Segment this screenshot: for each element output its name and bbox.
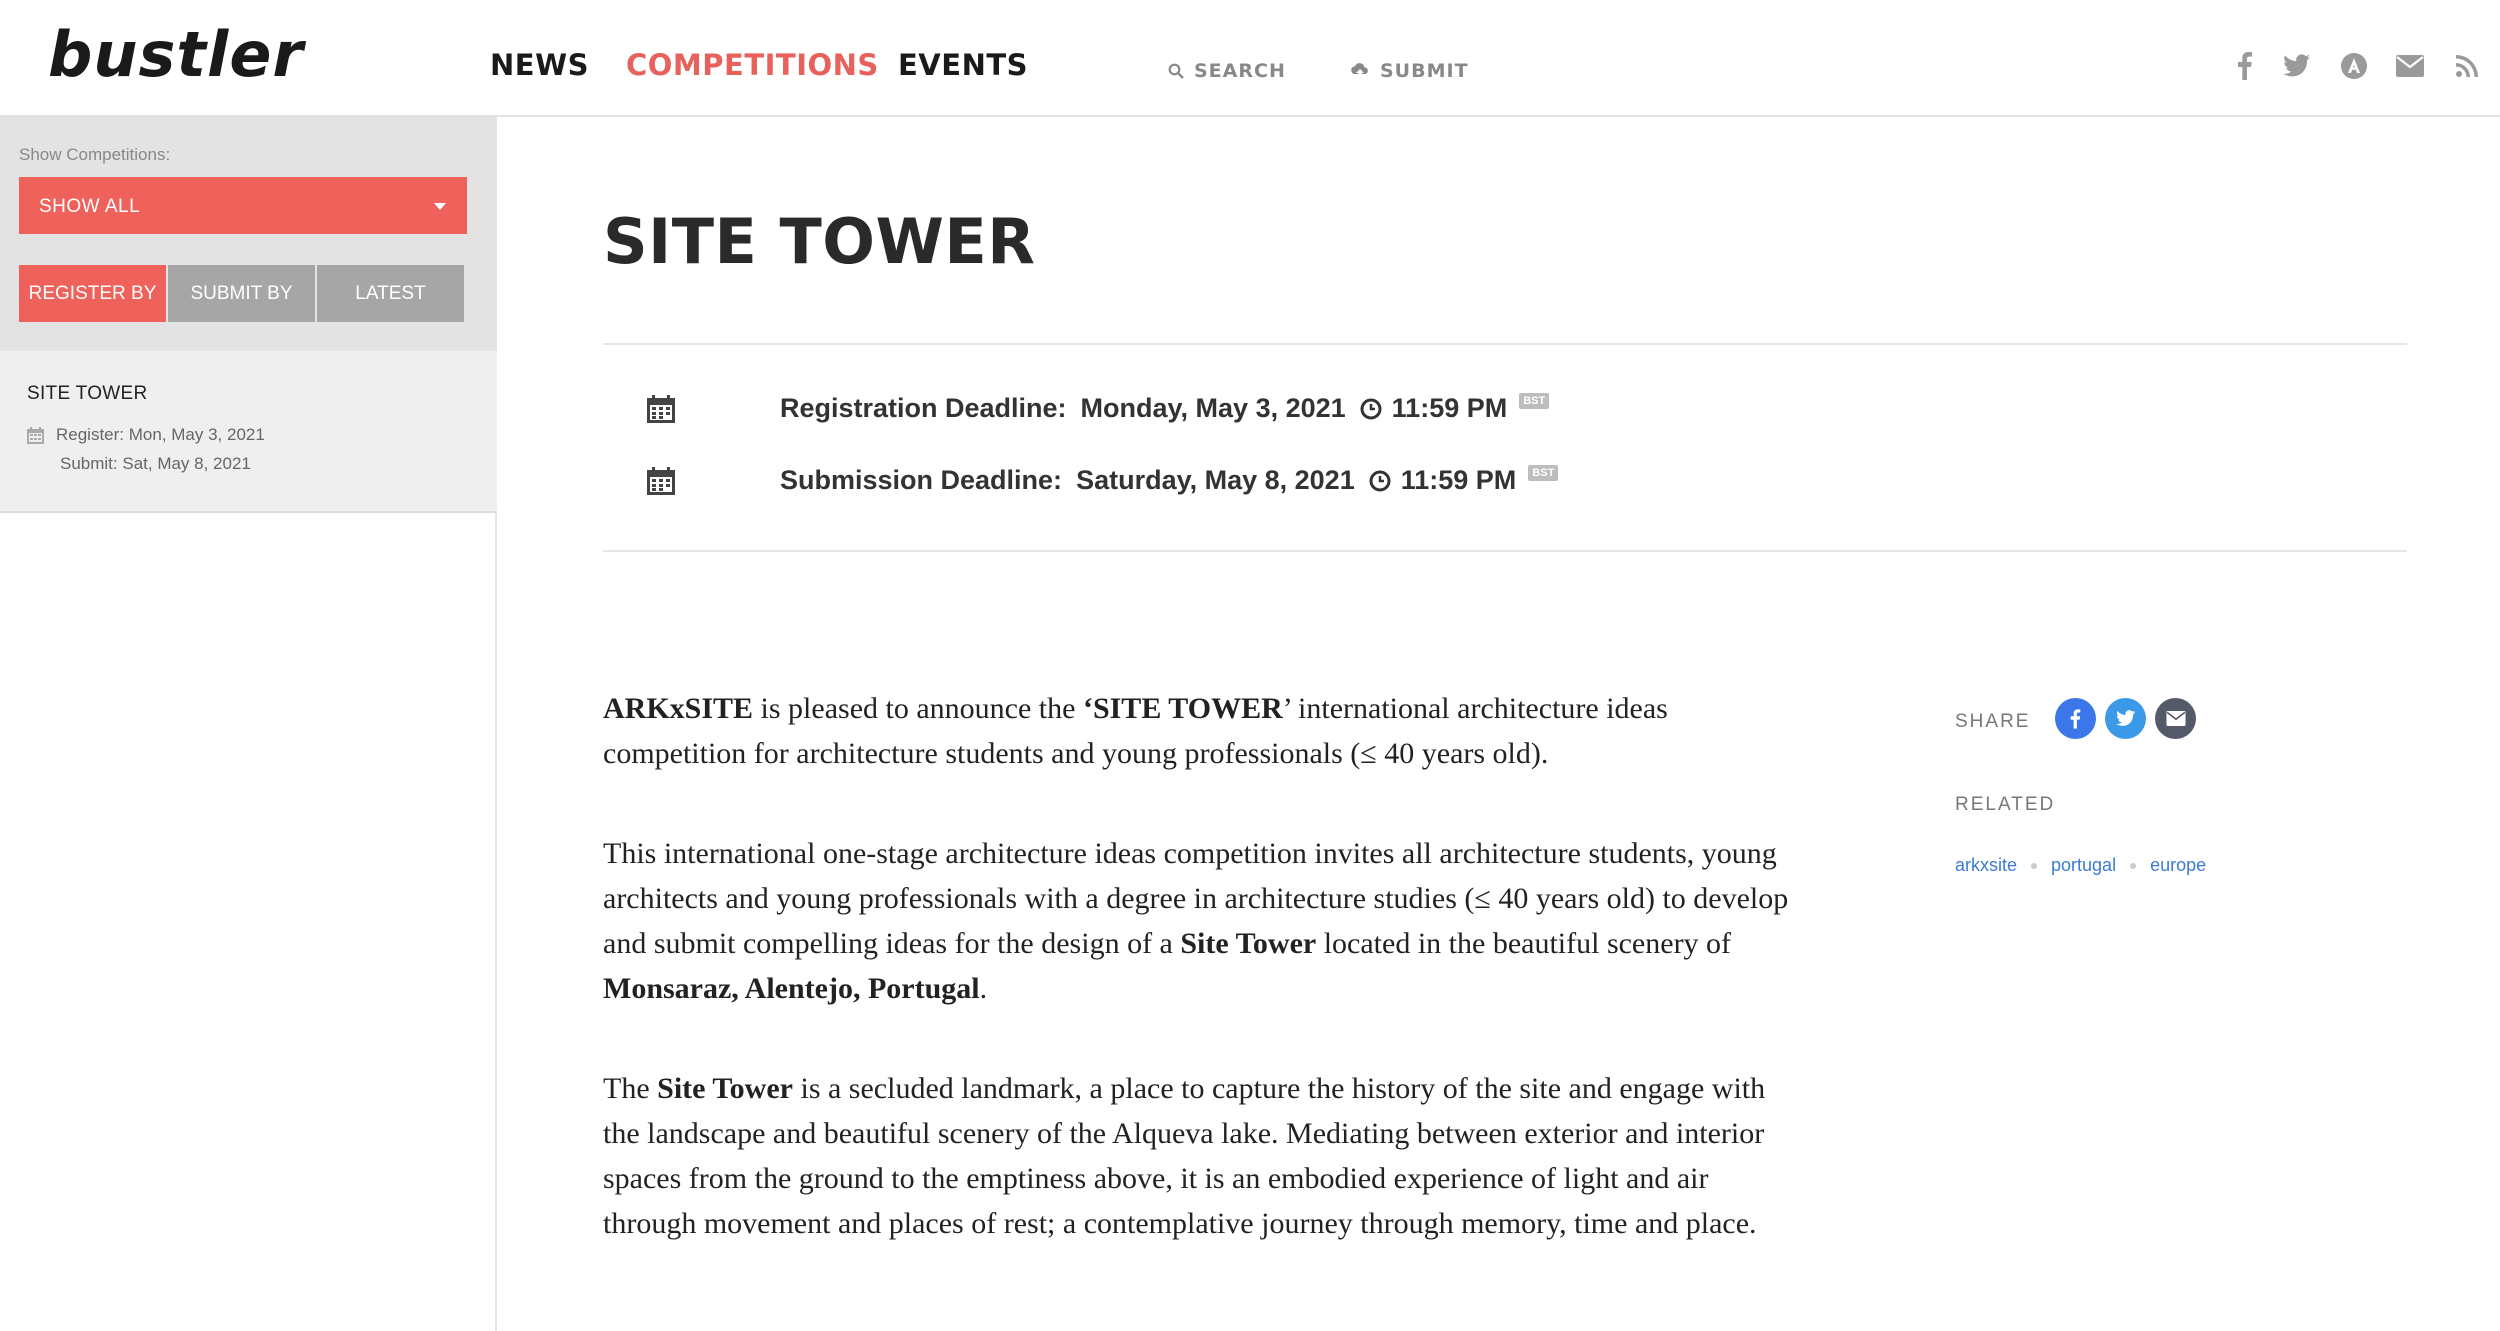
deadline-date: Saturday, May 8, 2021 xyxy=(1076,465,1355,495)
caret-down-icon xyxy=(434,203,446,210)
bold-text: ‘SITE TOWER xyxy=(1082,692,1283,725)
bold-text: Site Tower xyxy=(657,1072,793,1105)
twitter-icon xyxy=(2283,54,2311,78)
intro-paragraph xyxy=(603,686,1793,776)
submission-deadline xyxy=(647,465,1558,496)
tag-europe[interactable]: europe xyxy=(2150,855,2207,875)
tab-latest[interactable]: LATEST xyxy=(317,265,464,322)
clock-icon xyxy=(1369,470,1391,492)
deadline-label: Registration Deadline: xyxy=(780,393,1067,423)
nav-news[interactable]: NEWS xyxy=(490,48,589,82)
share-buttons xyxy=(2055,698,2196,739)
bold-text: Monsaraz, Alentejo, Portugal xyxy=(603,972,980,1005)
nav-events[interactable]: EVENTS xyxy=(898,48,1029,82)
related-label: RELATED xyxy=(1955,794,2056,815)
bold-text: ARKxSITE xyxy=(603,692,754,725)
divider xyxy=(603,550,2407,552)
share-mail-button[interactable] xyxy=(2155,698,2196,739)
sidebar xyxy=(0,117,497,1331)
logo[interactable]: bustler xyxy=(48,18,304,91)
page-title: SITE TOWER xyxy=(603,205,1036,278)
submit-label: SUBMIT xyxy=(1380,60,1469,82)
sort-tabs xyxy=(19,265,464,322)
share-label: SHARE xyxy=(1955,711,2031,732)
search-button[interactable] xyxy=(1168,60,1286,82)
related-tags xyxy=(1955,855,2206,876)
text: . xyxy=(979,972,988,1005)
text: located in the beautiful scenery of xyxy=(1316,927,1732,960)
submit-button[interactable] xyxy=(1350,60,1469,82)
rss-icon xyxy=(2455,54,2479,78)
calendar-icon xyxy=(27,427,44,444)
tab-register-by[interactable]: REGISTER BY xyxy=(19,265,166,322)
list-item-register xyxy=(27,425,265,445)
clock-icon xyxy=(1360,398,1382,420)
register-date: Register: Mon, May 3, 2021 xyxy=(56,425,265,444)
rss-link[interactable] xyxy=(2449,48,2485,84)
archinect-link[interactable] xyxy=(2336,48,2372,84)
mail-icon xyxy=(2396,55,2424,77)
mail-link[interactable] xyxy=(2392,48,2428,84)
deadline-label: Submission Deadline: xyxy=(780,465,1063,495)
nav-competitions[interactable]: COMPETITIONS xyxy=(626,48,879,82)
site-header xyxy=(0,0,2500,117)
text: is pleased to announce the xyxy=(753,692,1083,725)
facebook-link[interactable] xyxy=(2227,48,2263,84)
share-twitter-button[interactable] xyxy=(2105,698,2146,739)
timezone-badge: BST xyxy=(1528,465,1558,481)
show-competitions-label: Show Competitions: xyxy=(19,145,171,164)
facebook-icon xyxy=(2237,52,2253,80)
main-content xyxy=(499,117,2500,1331)
competition-filter xyxy=(0,117,497,351)
show-competitions-select[interactable] xyxy=(19,177,467,234)
site-tower-paragraph xyxy=(603,1066,1793,1246)
share-facebook-button[interactable] xyxy=(2055,698,2096,739)
deadline-time: 11:59 PM xyxy=(1391,393,1508,423)
search-label: SEARCH xyxy=(1194,60,1286,82)
separator-dot xyxy=(2130,863,2136,869)
competition-list-item[interactable] xyxy=(0,351,497,513)
select-value: SHOW ALL xyxy=(39,196,141,217)
text: ’ international architecture ideas competition for architecture students and young professionals (≤ 40 years old). xyxy=(603,692,1668,770)
divider xyxy=(603,343,2407,345)
deadline-date: Monday, May 3, 2021 xyxy=(1080,393,1346,423)
list-item-title: SITE TOWER xyxy=(27,383,148,404)
calendar-icon xyxy=(647,467,675,495)
twitter-icon xyxy=(2116,710,2136,727)
tag-arkxsite[interactable]: arkxsite xyxy=(1955,855,2018,875)
text: is a secluded landmark, a place to capture the history of the site and engage with the landscape and beautiful scenery of the Alqueva lake. Mediating between exterior and interior spaces from the ground to the emptiness above, it is an embodied experience of light and air through movement and places of rest; a contemplative journey through memory, time and place. xyxy=(603,1072,1766,1240)
separator-dot xyxy=(2031,863,2037,869)
registration-deadline xyxy=(647,393,1549,424)
search-icon xyxy=(1168,63,1184,79)
text: This international one-stage architecture ideas competition invites all architecture students, young architects and young professionals with a degree in architecture studies (≤ 40 years old) to develop and submit compelling ideas for the design of a xyxy=(603,837,1789,960)
submit-date: Submit: Sat, May 8, 2021 xyxy=(60,454,251,473)
upload-icon xyxy=(1350,62,1370,80)
tab-submit-by[interactable]: SUBMIT BY xyxy=(168,265,315,322)
tag-portugal[interactable]: portugal xyxy=(2051,855,2117,875)
deadline-time: 11:59 PM xyxy=(1400,465,1517,495)
calendar-icon xyxy=(647,395,675,423)
archinect-icon xyxy=(2340,52,2368,80)
twitter-link[interactable] xyxy=(2279,48,2315,84)
facebook-icon xyxy=(2070,709,2081,729)
text: The xyxy=(603,1072,658,1105)
timezone-badge: BST xyxy=(1519,393,1549,409)
bold-text: Site Tower xyxy=(1180,927,1317,960)
mail-icon xyxy=(2166,711,2186,726)
description-paragraph xyxy=(603,831,1793,1011)
